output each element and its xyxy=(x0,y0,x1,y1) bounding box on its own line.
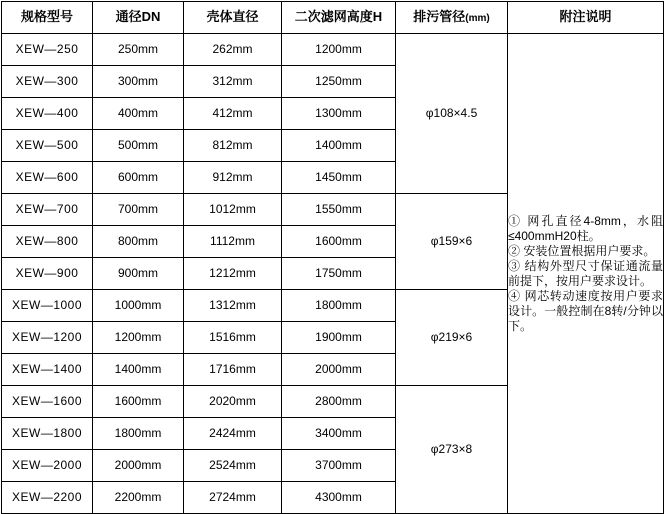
cell-drain-group: φ273×8 xyxy=(396,386,508,514)
cell-model: XEW—2200 xyxy=(2,482,93,514)
cell-shell: 1212mm xyxy=(184,258,282,290)
cell-height: 2000mm xyxy=(282,354,396,386)
cell-model: XEW—1000 xyxy=(2,290,93,322)
cell-height: 1300mm xyxy=(282,98,396,130)
header-drain-pipe-label: 排污管径 xyxy=(413,9,466,25)
header-drain-pipe-unit: (mm) xyxy=(465,13,490,25)
cell-dn: 2200mm xyxy=(93,482,184,514)
spec-table-container xyxy=(0,1,664,504)
cell-model: XEW—600 xyxy=(2,162,93,194)
table-row xyxy=(2,34,664,66)
cell-dn: 1200mm xyxy=(93,322,184,354)
cell-height: 4300mm xyxy=(282,482,396,514)
cell-model: XEW—700 xyxy=(2,194,93,226)
cell-dn: 400mm xyxy=(93,98,184,130)
cell-dn: 1600mm xyxy=(93,386,184,418)
cell-model: XEW—1200 xyxy=(2,322,93,354)
cell-drain-group: φ219×6 xyxy=(396,290,508,386)
cell-model: XEW—300 xyxy=(2,66,93,98)
cell-dn: 250mm xyxy=(93,34,184,66)
cell-dn: 700mm xyxy=(93,194,184,226)
cell-shell: 412mm xyxy=(184,98,282,130)
cell-model: XEW—2000 xyxy=(2,450,93,482)
cell-height: 1900mm xyxy=(282,322,396,354)
note-item: ③ 结构外型尺寸保证通流量前提下，按用户要求设计。 xyxy=(508,258,663,288)
cell-shell: 812mm xyxy=(184,130,282,162)
header-drain-pipe xyxy=(396,2,508,34)
header-dn: 通径DN xyxy=(93,2,184,34)
note-item: ① 网孔直径4-8mm，水阻≤400mmH20柱。 xyxy=(508,213,663,243)
cell-dn: 2000mm xyxy=(93,450,184,482)
cell-shell: 2424mm xyxy=(184,418,282,450)
cell-shell: 912mm xyxy=(184,162,282,194)
cell-shell: 1516mm xyxy=(184,322,282,354)
notes-content xyxy=(508,214,663,334)
cell-dn: 1400mm xyxy=(93,354,184,386)
cell-model: XEW—800 xyxy=(2,226,93,258)
header-model: 规格型号 xyxy=(2,2,93,34)
cell-height: 1800mm xyxy=(282,290,396,322)
cell-height: 2800mm xyxy=(282,386,396,418)
header-screen-height: 二次滤网高度H xyxy=(282,2,396,34)
cell-height: 1450mm xyxy=(282,162,396,194)
cell-model: XEW—1800 xyxy=(2,418,93,450)
note-item: ④ 网芯转动速度按用户要求设计。一般控制在8转/分钟以下。 xyxy=(508,288,663,333)
cell-dn: 1800mm xyxy=(93,418,184,450)
cell-height: 1250mm xyxy=(282,66,396,98)
specification-table xyxy=(1,1,664,514)
cell-height: 1600mm xyxy=(282,226,396,258)
cell-model: XEW—500 xyxy=(2,130,93,162)
cell-height: 3700mm xyxy=(282,450,396,482)
cell-shell: 1012mm xyxy=(184,194,282,226)
cell-drain-group: φ108×4.5 xyxy=(396,34,508,194)
cell-dn: 1000mm xyxy=(93,290,184,322)
cell-dn: 500mm xyxy=(93,130,184,162)
header-notes: 附注说明 xyxy=(508,2,664,34)
cell-model: XEW—400 xyxy=(2,98,93,130)
table-header-row xyxy=(2,2,664,34)
cell-shell: 2524mm xyxy=(184,450,282,482)
cell-dn: 600mm xyxy=(93,162,184,194)
cell-model: XEW—900 xyxy=(2,258,93,290)
cell-shell: 1112mm xyxy=(184,226,282,258)
cell-model: XEW—1600 xyxy=(2,386,93,418)
cell-height: 1400mm xyxy=(282,130,396,162)
cell-height: 1750mm xyxy=(282,258,396,290)
cell-shell: 262mm xyxy=(184,34,282,66)
cell-dn: 900mm xyxy=(93,258,184,290)
cell-drain-group: φ159×6 xyxy=(396,194,508,290)
cell-height: 1200mm xyxy=(282,34,396,66)
cell-height: 3400mm xyxy=(282,418,396,450)
cell-dn: 300mm xyxy=(93,66,184,98)
cell-dn: 800mm xyxy=(93,226,184,258)
cell-shell: 2724mm xyxy=(184,482,282,514)
cell-shell: 1312mm xyxy=(184,290,282,322)
cell-notes xyxy=(508,34,664,514)
note-item: ② 安装位置根据用户要求。 xyxy=(508,243,656,258)
cell-shell: 1716mm xyxy=(184,354,282,386)
cell-shell: 2020mm xyxy=(184,386,282,418)
cell-height: 1550mm xyxy=(282,194,396,226)
header-shell-diameter: 壳体直径 xyxy=(184,2,282,34)
cell-model: XEW—1400 xyxy=(2,354,93,386)
cell-shell: 312mm xyxy=(184,66,282,98)
cell-model: XEW—250 xyxy=(2,34,93,66)
